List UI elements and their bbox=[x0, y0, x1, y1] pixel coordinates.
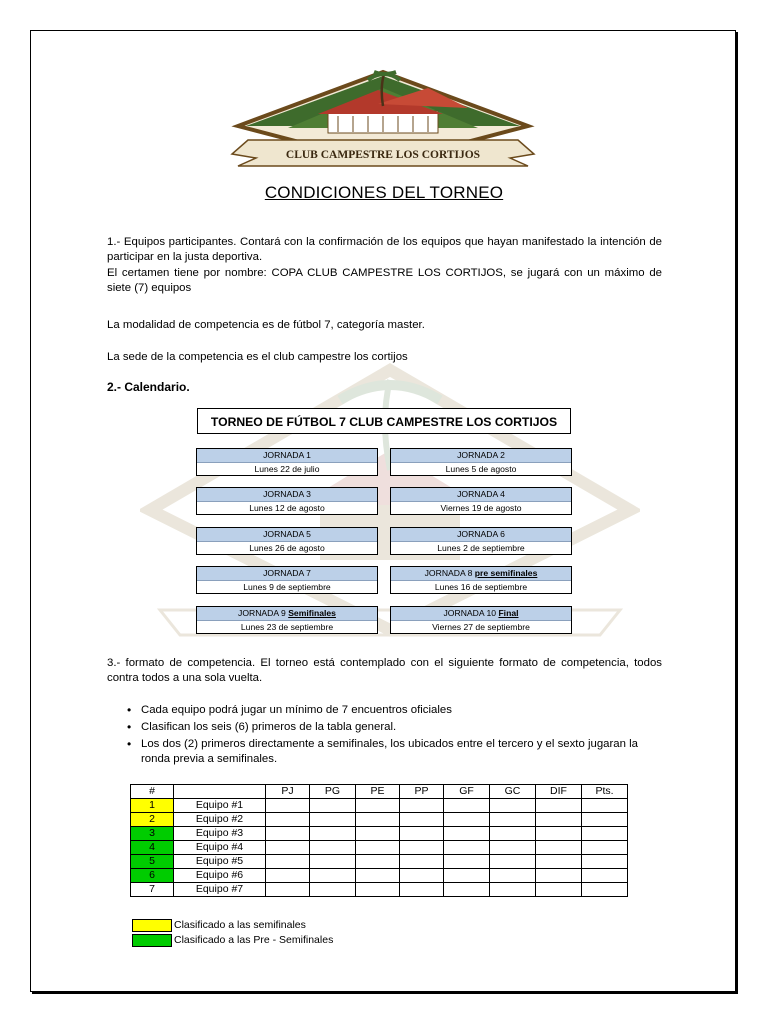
header-cell: DIF bbox=[536, 785, 582, 799]
jornada-stage: Final bbox=[498, 608, 519, 618]
jornada-date: Lunes 9 de septiembre bbox=[243, 582, 331, 592]
jornada-box bbox=[390, 566, 572, 594]
stat-cell bbox=[444, 869, 490, 883]
jornada-box bbox=[196, 448, 378, 476]
stat-cell bbox=[266, 813, 310, 827]
position-cell: 1 bbox=[131, 799, 174, 813]
stat-cell bbox=[400, 855, 444, 869]
jornada-box bbox=[196, 527, 378, 555]
jornada-box bbox=[196, 606, 378, 634]
rules-list bbox=[107, 703, 667, 769]
jornada-box bbox=[196, 566, 378, 594]
jornada-label: JORNADA 4 bbox=[391, 488, 571, 502]
stat-cell bbox=[400, 883, 444, 897]
stat-cell bbox=[490, 855, 536, 869]
stat-cell bbox=[310, 799, 356, 813]
stat-cell bbox=[582, 799, 628, 813]
jornada-label: JORNADA 7 bbox=[197, 567, 377, 581]
stat-cell bbox=[490, 883, 536, 897]
paragraph-format: 3.- formato de competencia. El torneo está contemplado con el siguiente formato de competencia, todos contra todos a una sola vuelta. bbox=[107, 657, 662, 684]
table-row bbox=[131, 841, 628, 855]
rule-item: • Clasifican los seis (6) primeros de la tabla general. bbox=[107, 720, 667, 735]
jornada-date: Lunes 16 de septiembre bbox=[434, 582, 528, 592]
team-cell: Equipo #3 bbox=[174, 827, 266, 841]
stat-cell bbox=[266, 855, 310, 869]
stat-cell bbox=[356, 855, 400, 869]
stat-cell bbox=[444, 827, 490, 841]
stat-cell bbox=[400, 841, 444, 855]
position-cell: 5 bbox=[131, 855, 174, 869]
stat-cell bbox=[310, 883, 356, 897]
rule-item: • Cada equipo podrá jugar un mínimo de 7 encuentros oficiales bbox=[107, 703, 667, 718]
standings-table bbox=[130, 784, 628, 897]
paragraph-participants: 1.- Equipos participantes. Contará con la confirmación de los equipos que hayan manifestado la intención de participar en la justa deportiva. bbox=[107, 236, 662, 263]
jornada-stage: Semifinales bbox=[288, 608, 336, 618]
jornada-label: JORNADA 2 bbox=[391, 449, 571, 463]
stat-cell bbox=[490, 869, 536, 883]
table-row bbox=[131, 827, 628, 841]
stat-cell bbox=[266, 827, 310, 841]
jornada-stage: pre semifinales bbox=[474, 568, 538, 578]
page-title: CONDICIONES DEL TORNEO bbox=[264, 183, 504, 202]
legend-label: Clasificado a las semifinales bbox=[174, 919, 306, 931]
stat-cell bbox=[266, 883, 310, 897]
jornada-box bbox=[196, 487, 378, 515]
stat-cell bbox=[310, 841, 356, 855]
stat-cell bbox=[582, 869, 628, 883]
team-cell: Equipo #7 bbox=[174, 883, 266, 897]
jornada-date: Lunes 22 de julio bbox=[254, 464, 320, 474]
jornada-label: JORNADA 6 bbox=[391, 528, 571, 542]
stat-cell bbox=[266, 799, 310, 813]
jornada-box bbox=[390, 487, 572, 515]
header-cell: PG bbox=[310, 785, 356, 799]
stat-cell bbox=[310, 869, 356, 883]
team-cell: Equipo #5 bbox=[174, 855, 266, 869]
stat-cell bbox=[356, 799, 400, 813]
section-calendar-heading: 2.- Calendario. bbox=[107, 380, 190, 394]
stat-cell bbox=[582, 827, 628, 841]
table-row bbox=[131, 799, 628, 813]
position-cell: 3 bbox=[131, 827, 174, 841]
standings-header-row bbox=[131, 785, 628, 799]
rule-item: • Los dos (2) primeros directamente a semifinales, los ubicados entre el tercero y el sexto jugaran la ronda previa a semifinales. bbox=[107, 737, 667, 767]
paragraph-name: El certamen tiene por nombre: COPA CLUB CAMPESTRE LOS CORTIJOS, se jugará con un máximo de siete (7) equipos bbox=[107, 267, 662, 294]
stat-cell bbox=[266, 841, 310, 855]
stat-cell bbox=[444, 883, 490, 897]
jornada-box bbox=[390, 527, 572, 555]
team-cell: Equipo #6 bbox=[174, 869, 266, 883]
stat-cell bbox=[400, 869, 444, 883]
jornada-label: JORNADA 10 Final bbox=[391, 607, 571, 621]
jornada-box bbox=[390, 448, 572, 476]
paragraph-modality: La modalidad de competencia es de fútbol 7, categoría master. bbox=[107, 319, 425, 331]
stat-cell bbox=[490, 827, 536, 841]
team-cell: Equipo #2 bbox=[174, 813, 266, 827]
stat-cell bbox=[536, 841, 582, 855]
header-cell: GC bbox=[490, 785, 536, 799]
jornada-date: Lunes 23 de septiembre bbox=[240, 622, 334, 632]
stat-cell bbox=[356, 827, 400, 841]
stat-cell bbox=[582, 813, 628, 827]
stat-cell bbox=[490, 841, 536, 855]
stat-cell bbox=[356, 869, 400, 883]
jornada-label: JORNADA 8 pre semifinales bbox=[391, 567, 571, 581]
table-row bbox=[131, 883, 628, 897]
header-cell bbox=[174, 785, 266, 799]
stat-cell bbox=[310, 827, 356, 841]
legend-swatch-yellow bbox=[132, 919, 172, 932]
paragraph-venue: La sede de la competencia es el club campestre los cortijos bbox=[107, 351, 408, 363]
table-row bbox=[131, 869, 628, 883]
table-row bbox=[131, 813, 628, 827]
stat-cell bbox=[536, 883, 582, 897]
position-cell: 6 bbox=[131, 869, 174, 883]
header-cell: GF bbox=[444, 785, 490, 799]
position-cell: 2 bbox=[131, 813, 174, 827]
jornada-date: Lunes 26 de agosto bbox=[249, 543, 325, 553]
stat-cell bbox=[582, 883, 628, 897]
header-cell: PP bbox=[400, 785, 444, 799]
jornada-label: JORNADA 3 bbox=[197, 488, 377, 502]
stat-cell bbox=[582, 841, 628, 855]
stat-cell bbox=[490, 813, 536, 827]
calendar-title: TORNEO DE FÚTBOL 7 CLUB CAMPESTRE LOS CORTIJOS bbox=[197, 408, 571, 434]
team-cell: Equipo #4 bbox=[174, 841, 266, 855]
stat-cell bbox=[536, 827, 582, 841]
header-cell: PE bbox=[356, 785, 400, 799]
stat-cell bbox=[310, 813, 356, 827]
jornada-date: Lunes 5 de agosto bbox=[445, 464, 517, 474]
stat-cell bbox=[400, 813, 444, 827]
jornada-date: Viernes 19 de agosto bbox=[440, 503, 522, 513]
stat-cell bbox=[582, 855, 628, 869]
club-logo bbox=[228, 66, 538, 172]
stat-cell bbox=[444, 813, 490, 827]
stat-cell bbox=[444, 799, 490, 813]
jornada-label: JORNADA 5 bbox=[197, 528, 377, 542]
jornada-label: JORNADA 9 Semifinales bbox=[197, 607, 377, 621]
stat-cell bbox=[536, 799, 582, 813]
header-cell: PJ bbox=[266, 785, 310, 799]
header-cell: Pts. bbox=[582, 785, 628, 799]
stat-cell bbox=[536, 869, 582, 883]
stat-cell bbox=[400, 799, 444, 813]
stat-cell bbox=[536, 813, 582, 827]
stat-cell bbox=[310, 855, 356, 869]
table-row bbox=[131, 855, 628, 869]
stat-cell bbox=[490, 799, 536, 813]
stat-cell bbox=[356, 883, 400, 897]
stat-cell bbox=[356, 841, 400, 855]
jornada-label: JORNADA 1 bbox=[197, 449, 377, 463]
header-cell: # bbox=[131, 785, 174, 799]
stat-cell bbox=[356, 813, 400, 827]
logo-text: CLUB CAMPESTRE LOS CORTIJOS bbox=[285, 149, 481, 161]
jornada-box bbox=[390, 606, 572, 634]
jornada-date: Lunes 12 de agosto bbox=[249, 503, 325, 513]
stat-cell bbox=[266, 869, 310, 883]
stat-cell bbox=[444, 855, 490, 869]
stat-cell bbox=[444, 841, 490, 855]
team-cell: Equipo #1 bbox=[174, 799, 266, 813]
jornada-date: Lunes 2 de septiembre bbox=[437, 543, 525, 553]
jornada-date: Viernes 27 de septiembre bbox=[432, 622, 530, 632]
stat-cell bbox=[400, 827, 444, 841]
stat-cell bbox=[536, 855, 582, 869]
legend-label: Clasificado a las Pre - Semifinales bbox=[174, 934, 334, 946]
position-cell: 4 bbox=[131, 841, 174, 855]
legend-swatch-green bbox=[132, 934, 172, 947]
position-cell: 7 bbox=[131, 883, 174, 897]
